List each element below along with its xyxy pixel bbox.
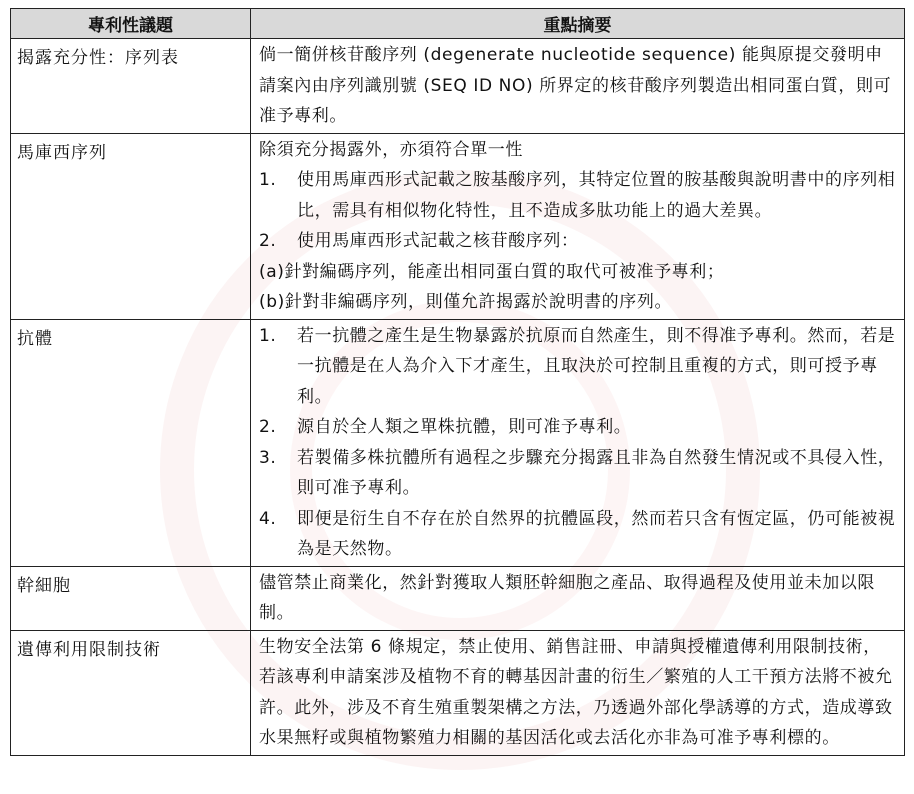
table-row bbox=[11, 319, 905, 566]
summary-sub-item: (a)針對編碼序列，能產出相同蛋白質的取代可被准予專利； bbox=[259, 261, 725, 282]
row-summary bbox=[251, 630, 905, 755]
summary-numbered-item bbox=[259, 412, 898, 443]
item-text: 使用馬庫西形式記載之核苷酸序列： bbox=[297, 231, 579, 251]
row-summary bbox=[251, 566, 905, 630]
summary-sub-item: (b)針對非編碼序列，則僅允許揭露於說明書的序列。 bbox=[259, 292, 673, 312]
summary-paragraph: 生物安全法第 6 條規定，禁止使用、銷售註冊、申請與授權遺傳利用限制技術，若該專利申請案涉及植物不育的轉基因計畫的衍生／繁殖的人工干預方法將不被允許。此外，涉及不育生殖重製架構之方法，乃透過外部化學誘導的方式，造成導致水果無籽或與植物繁殖力相關的基因活化或去活化亦非為可准予專利標的。 bbox=[259, 636, 893, 748]
row-topic: 揭露充分性：序列表 bbox=[11, 39, 251, 134]
header-patentability-issue: 專利性議題 bbox=[11, 9, 251, 39]
item-number: 2. bbox=[259, 231, 277, 251]
header-key-summary: 重點摘要 bbox=[251, 9, 905, 39]
item-number: 2. bbox=[259, 417, 277, 437]
item-number: 1. bbox=[259, 325, 277, 346]
summary-paragraph: 倘一簡併核苷酸序列 (degenerate nucleotide sequence) 能與原提交發明申請案內由序列識別號 (SEQ ID NO) 所界定的核苷酸序列製造出相同蛋白質，則可准予專利。 bbox=[259, 45, 892, 126]
row-summary bbox=[251, 39, 905, 134]
item-text: 源自於全人類之單株抗體，則可准予專利。 bbox=[297, 417, 632, 437]
row-topic: 抗體 bbox=[11, 319, 251, 566]
summary-numbered-item bbox=[259, 504, 898, 565]
table-row bbox=[11, 566, 905, 630]
summary-numbered-item bbox=[259, 165, 898, 226]
item-number: 3. bbox=[259, 447, 277, 468]
table-row bbox=[11, 39, 905, 134]
row-topic: 遺傳利用限制技術 bbox=[11, 630, 251, 755]
summary-numbered-item bbox=[259, 321, 898, 413]
row-topic: 馬庫西序列 bbox=[11, 133, 251, 319]
summary-intro: 除須充分揭露外，亦須符合單一性 bbox=[259, 139, 523, 160]
item-text: 使用馬庫西形式記載之胺基酸序列，其特定位置的胺基酸與說明書中的序列相比，需具有相似物化特性，且不造成多肽功能上的過大差異。 bbox=[297, 170, 896, 221]
summary-numbered-item bbox=[259, 443, 898, 504]
row-summary bbox=[251, 319, 905, 566]
table-row bbox=[11, 630, 905, 755]
table-header-row bbox=[11, 9, 905, 39]
item-text: 即便是衍生自不存在於自然界的抗體區段，然而若只含有恆定區，仍可能被視為是天然物。 bbox=[297, 508, 896, 559]
summary-numbered-item bbox=[259, 226, 898, 257]
summary-paragraph: 儘管禁止商業化，然針對獲取人類胚幹細胞之產品、取得過程及使用並未加以限制。 bbox=[259, 572, 875, 623]
item-text: 若一抗體之產生是生物暴露於抗原而自然產生，則不得准予專利。然而，若是一抗體是在人為介入下才產生，且取決於可控制且重複的方式，則可授予專利。 bbox=[297, 325, 896, 407]
table-row bbox=[11, 133, 905, 319]
patentability-table bbox=[10, 8, 905, 756]
item-number: 4. bbox=[259, 508, 277, 529]
row-topic: 幹細胞 bbox=[11, 566, 251, 630]
item-number: 1. bbox=[259, 170, 277, 190]
item-text: 若製備多株抗體所有過程之步驟充分揭露且非為自然發生情況或不具侵入性，則可准予專利。 bbox=[297, 447, 896, 498]
row-summary bbox=[251, 133, 905, 319]
